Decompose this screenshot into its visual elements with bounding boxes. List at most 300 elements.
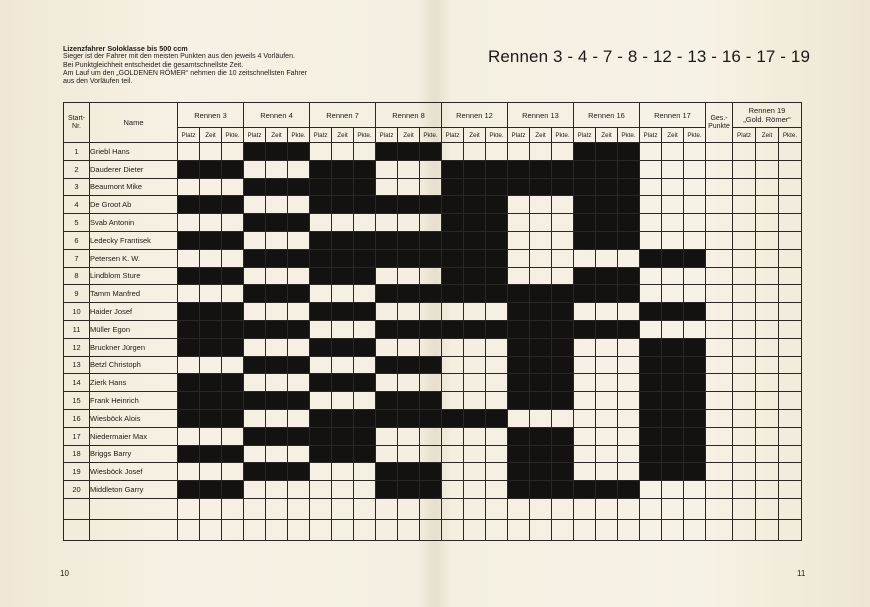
result-cell — [376, 303, 398, 321]
final-result-cell — [779, 374, 802, 392]
result-cell — [244, 338, 266, 356]
total-points-cell — [706, 445, 733, 463]
empty-cell — [288, 498, 310, 519]
result-cell — [618, 338, 640, 356]
result-cell — [508, 320, 530, 338]
rider-row — [64, 303, 802, 321]
result-cell — [222, 249, 244, 267]
empty-cell — [376, 519, 398, 540]
result-cell — [376, 356, 398, 374]
rider-name: Müller Egon — [90, 320, 178, 338]
empty-cell — [200, 519, 222, 540]
result-cell — [266, 249, 288, 267]
result-cell — [376, 463, 398, 481]
result-cell — [530, 143, 552, 161]
subheader-place: Platz — [376, 128, 398, 143]
rider-name: Middleton Garry — [90, 481, 178, 499]
result-cell — [200, 143, 222, 161]
result-cell — [486, 338, 508, 356]
final-result-cell — [779, 338, 802, 356]
final-result-cell — [779, 160, 802, 178]
result-cell — [178, 267, 200, 285]
result-cell — [530, 249, 552, 267]
result-cell — [244, 481, 266, 499]
result-cell — [354, 303, 376, 321]
result-cell — [596, 409, 618, 427]
result-cell — [354, 160, 376, 178]
rider-name: Briggs Barry — [90, 445, 178, 463]
subheader-time: Zeit — [332, 128, 354, 143]
result-cell — [464, 409, 486, 427]
result-cell — [244, 160, 266, 178]
final-result-cell — [779, 356, 802, 374]
result-cell — [222, 178, 244, 196]
result-cell — [508, 285, 530, 303]
result-cell — [178, 178, 200, 196]
total-points-cell — [706, 463, 733, 481]
empty-row — [64, 498, 802, 519]
result-cell — [178, 249, 200, 267]
final-result-cell — [779, 303, 802, 321]
total-points-cell — [706, 249, 733, 267]
result-cell — [376, 178, 398, 196]
result-cell — [222, 143, 244, 161]
final-result-cell — [733, 481, 756, 499]
result-cell — [310, 178, 332, 196]
empty-cell — [486, 498, 508, 519]
result-cell — [398, 285, 420, 303]
result-cell — [288, 267, 310, 285]
result-cell — [508, 160, 530, 178]
result-cell — [552, 143, 574, 161]
empty-cell — [222, 519, 244, 540]
result-cell — [508, 178, 530, 196]
final-result-cell — [733, 160, 756, 178]
result-cell — [376, 338, 398, 356]
result-cell — [662, 427, 684, 445]
empty-cell — [552, 498, 574, 519]
race-header: Rennen 17 — [640, 103, 706, 128]
result-cell — [530, 285, 552, 303]
subheader-time: Zeit — [200, 128, 222, 143]
results-table — [63, 102, 802, 541]
result-cell — [332, 427, 354, 445]
final-result-cell — [733, 231, 756, 249]
result-cell — [200, 196, 222, 214]
result-cell — [684, 463, 706, 481]
result-cell — [398, 320, 420, 338]
start-number: 9 — [64, 285, 90, 303]
result-cell — [552, 178, 574, 196]
result-cell — [640, 143, 662, 161]
result-cell — [552, 463, 574, 481]
empty-cell — [332, 519, 354, 540]
result-cell — [244, 427, 266, 445]
result-cell — [376, 374, 398, 392]
result-cell — [618, 196, 640, 214]
result-cell — [574, 463, 596, 481]
subheader-points: Pkte. — [288, 128, 310, 143]
result-cell — [200, 338, 222, 356]
result-cell — [420, 409, 442, 427]
empty-cell — [464, 519, 486, 540]
result-cell — [398, 143, 420, 161]
result-cell — [464, 196, 486, 214]
result-cell — [486, 392, 508, 410]
start-number: 20 — [64, 481, 90, 499]
result-cell — [486, 160, 508, 178]
rider-row — [64, 427, 802, 445]
result-cell — [200, 374, 222, 392]
result-cell — [266, 196, 288, 214]
result-cell — [332, 320, 354, 338]
result-cell — [178, 303, 200, 321]
result-cell — [222, 285, 244, 303]
result-cell — [420, 445, 442, 463]
result-cell — [640, 409, 662, 427]
result-cell — [618, 356, 640, 374]
result-cell — [310, 196, 332, 214]
result-cell — [684, 267, 706, 285]
result-cell — [662, 143, 684, 161]
result-cell — [288, 143, 310, 161]
empty-cell — [530, 519, 552, 540]
result-cell — [596, 463, 618, 481]
race-header: Rennen 3 — [178, 103, 244, 128]
empty-cell — [332, 498, 354, 519]
result-cell — [662, 356, 684, 374]
result-cell — [464, 356, 486, 374]
result-cell — [332, 285, 354, 303]
result-cell — [178, 160, 200, 178]
result-cell — [398, 356, 420, 374]
result-cell — [178, 338, 200, 356]
result-cell — [354, 409, 376, 427]
result-cell — [310, 463, 332, 481]
final-result-cell — [733, 249, 756, 267]
empty-cell — [266, 519, 288, 540]
result-cell — [200, 303, 222, 321]
final-result-cell — [733, 143, 756, 161]
result-cell — [420, 320, 442, 338]
result-cell — [222, 214, 244, 232]
result-cell — [640, 178, 662, 196]
result-cell — [244, 320, 266, 338]
rider-name: Petersen K. W. — [90, 249, 178, 267]
total-points-cell — [706, 374, 733, 392]
rider-row — [64, 196, 802, 214]
result-cell — [464, 285, 486, 303]
result-cell — [574, 249, 596, 267]
final-result-cell — [756, 178, 779, 196]
result-cell — [574, 356, 596, 374]
result-cell — [200, 160, 222, 178]
result-cell — [618, 409, 640, 427]
empty-cell — [90, 498, 178, 519]
result-cell — [530, 196, 552, 214]
result-cell — [552, 338, 574, 356]
empty-cell — [244, 498, 266, 519]
result-cell — [288, 249, 310, 267]
result-cell — [222, 463, 244, 481]
total-points-cell — [706, 427, 733, 445]
result-cell — [222, 445, 244, 463]
final-result-cell — [779, 481, 802, 499]
result-cell — [420, 143, 442, 161]
empty-cell — [310, 519, 332, 540]
result-cell — [684, 160, 706, 178]
final-result-cell — [779, 143, 802, 161]
result-cell — [442, 374, 464, 392]
result-cell — [178, 374, 200, 392]
result-cell — [640, 392, 662, 410]
total-points-cell — [706, 178, 733, 196]
start-number: 2 — [64, 160, 90, 178]
result-cell — [552, 374, 574, 392]
result-cell — [178, 231, 200, 249]
subheader-place: Platz — [310, 128, 332, 143]
result-cell — [662, 409, 684, 427]
final-result-cell — [733, 356, 756, 374]
empty-cell — [779, 498, 802, 519]
result-cell — [464, 231, 486, 249]
empty-cell — [442, 519, 464, 540]
result-cell — [464, 267, 486, 285]
result-cell — [244, 196, 266, 214]
result-cell — [442, 160, 464, 178]
subheader-place: Platz — [508, 128, 530, 143]
result-cell — [684, 392, 706, 410]
result-cell — [640, 160, 662, 178]
start-number: 15 — [64, 392, 90, 410]
result-cell — [486, 445, 508, 463]
total-points-cell — [706, 481, 733, 499]
empty-cell — [442, 498, 464, 519]
final-result-cell — [756, 338, 779, 356]
result-cell — [398, 445, 420, 463]
result-cell — [376, 196, 398, 214]
result-cell — [596, 249, 618, 267]
final-result-cell — [779, 285, 802, 303]
result-cell — [486, 196, 508, 214]
result-cell — [442, 338, 464, 356]
result-cell — [420, 214, 442, 232]
result-cell — [376, 481, 398, 499]
rider-row — [64, 320, 802, 338]
final-result-cell — [733, 196, 756, 214]
result-cell — [640, 338, 662, 356]
result-cell — [552, 392, 574, 410]
result-cell — [332, 196, 354, 214]
total-points-header: Ges.- Punkte — [706, 103, 733, 143]
result-cell — [354, 481, 376, 499]
result-cell — [464, 320, 486, 338]
result-cell — [508, 196, 530, 214]
result-cell — [398, 178, 420, 196]
result-cell — [574, 178, 596, 196]
result-cell — [398, 196, 420, 214]
result-cell — [310, 303, 332, 321]
result-cell — [288, 481, 310, 499]
start-number: 14 — [64, 374, 90, 392]
intro-text — [63, 45, 463, 86]
result-cell — [420, 267, 442, 285]
empty-cell — [486, 519, 508, 540]
result-cell — [662, 214, 684, 232]
result-cell — [398, 231, 420, 249]
result-cell — [530, 303, 552, 321]
result-cell — [288, 356, 310, 374]
result-cell — [640, 320, 662, 338]
result-cell — [618, 481, 640, 499]
result-cell — [486, 303, 508, 321]
result-cell — [332, 463, 354, 481]
result-cell — [442, 249, 464, 267]
result-cell — [310, 231, 332, 249]
result-cell — [662, 285, 684, 303]
subheader-points: Pkte. — [222, 128, 244, 143]
result-cell — [244, 214, 266, 232]
result-cell — [178, 481, 200, 499]
empty-cell — [706, 498, 733, 519]
result-cell — [442, 409, 464, 427]
result-cell — [530, 481, 552, 499]
empty-cell — [64, 519, 90, 540]
result-cell — [310, 249, 332, 267]
result-cell — [684, 409, 706, 427]
total-points-cell — [706, 392, 733, 410]
result-cell — [244, 463, 266, 481]
final-result-cell — [756, 231, 779, 249]
result-cell — [574, 303, 596, 321]
page-number-right: 11 — [797, 569, 806, 578]
result-cell — [222, 196, 244, 214]
total-points-cell — [706, 160, 733, 178]
result-cell — [266, 285, 288, 303]
result-cell — [442, 196, 464, 214]
result-cell — [398, 214, 420, 232]
result-cell — [486, 463, 508, 481]
start-number: 17 — [64, 427, 90, 445]
race-header: Rennen 12 — [442, 103, 508, 128]
final-result-cell — [756, 409, 779, 427]
rider-row — [64, 481, 802, 499]
result-cell — [552, 320, 574, 338]
intro-line: aus den Vorläufen teil. — [63, 78, 133, 86]
final-result-cell — [756, 143, 779, 161]
empty-cell — [756, 498, 779, 519]
result-cell — [530, 338, 552, 356]
result-cell — [332, 356, 354, 374]
result-cell — [442, 356, 464, 374]
result-cell — [552, 356, 574, 374]
result-cell — [640, 267, 662, 285]
result-cell — [618, 249, 640, 267]
result-cell — [288, 320, 310, 338]
result-cell — [684, 303, 706, 321]
result-cell — [244, 374, 266, 392]
result-cell — [662, 320, 684, 338]
result-cell — [640, 285, 662, 303]
result-cell — [244, 392, 266, 410]
result-cell — [178, 427, 200, 445]
final-result-cell — [756, 356, 779, 374]
class-heading: Lizenzfahrer Soloklasse bis 500 ccm — [63, 44, 188, 53]
result-cell — [552, 249, 574, 267]
result-cell — [354, 267, 376, 285]
start-number: 11 — [64, 320, 90, 338]
result-cell — [420, 196, 442, 214]
result-cell — [508, 445, 530, 463]
final-result-cell — [733, 285, 756, 303]
race-header: Rennen 4 — [244, 103, 310, 128]
rider-name: Niedermaier Max — [90, 427, 178, 445]
result-cell — [508, 392, 530, 410]
result-cell — [574, 214, 596, 232]
result-cell — [354, 231, 376, 249]
result-cell — [376, 249, 398, 267]
result-cell — [464, 303, 486, 321]
result-cell — [442, 231, 464, 249]
final-result-cell — [756, 427, 779, 445]
result-cell — [442, 463, 464, 481]
result-cell — [596, 320, 618, 338]
final-result-cell — [733, 392, 756, 410]
result-cell — [662, 196, 684, 214]
result-cell — [398, 427, 420, 445]
result-cell — [310, 214, 332, 232]
subheader-time: Zeit — [756, 128, 779, 143]
result-cell — [618, 143, 640, 161]
subheader-place: Platz — [574, 128, 596, 143]
result-cell — [530, 445, 552, 463]
result-cell — [596, 196, 618, 214]
subheader-points: Pkte. — [420, 128, 442, 143]
result-cell — [464, 374, 486, 392]
result-cell — [618, 320, 640, 338]
result-cell — [420, 463, 442, 481]
race-header: Rennen 13 — [508, 103, 574, 128]
final-result-cell — [779, 392, 802, 410]
result-cell — [398, 481, 420, 499]
empty-row — [64, 519, 802, 540]
result-cell — [684, 196, 706, 214]
subheader-place: Platz — [733, 128, 756, 143]
result-cell — [442, 214, 464, 232]
result-cell — [442, 285, 464, 303]
result-cell — [332, 338, 354, 356]
result-cell — [310, 267, 332, 285]
result-cell — [288, 214, 310, 232]
result-cell — [530, 231, 552, 249]
result-cell — [662, 463, 684, 481]
result-cell — [464, 249, 486, 267]
rider-name: Zierk Hans — [90, 374, 178, 392]
result-cell — [266, 214, 288, 232]
result-cell — [310, 374, 332, 392]
result-cell — [574, 320, 596, 338]
result-cell — [508, 214, 530, 232]
subheader-place: Platz — [640, 128, 662, 143]
result-cell — [684, 231, 706, 249]
subheader-place: Platz — [178, 128, 200, 143]
result-cell — [684, 214, 706, 232]
result-cell — [486, 427, 508, 445]
result-cell — [618, 267, 640, 285]
final-result-cell — [733, 303, 756, 321]
total-points-cell — [706, 338, 733, 356]
final-result-cell — [756, 267, 779, 285]
